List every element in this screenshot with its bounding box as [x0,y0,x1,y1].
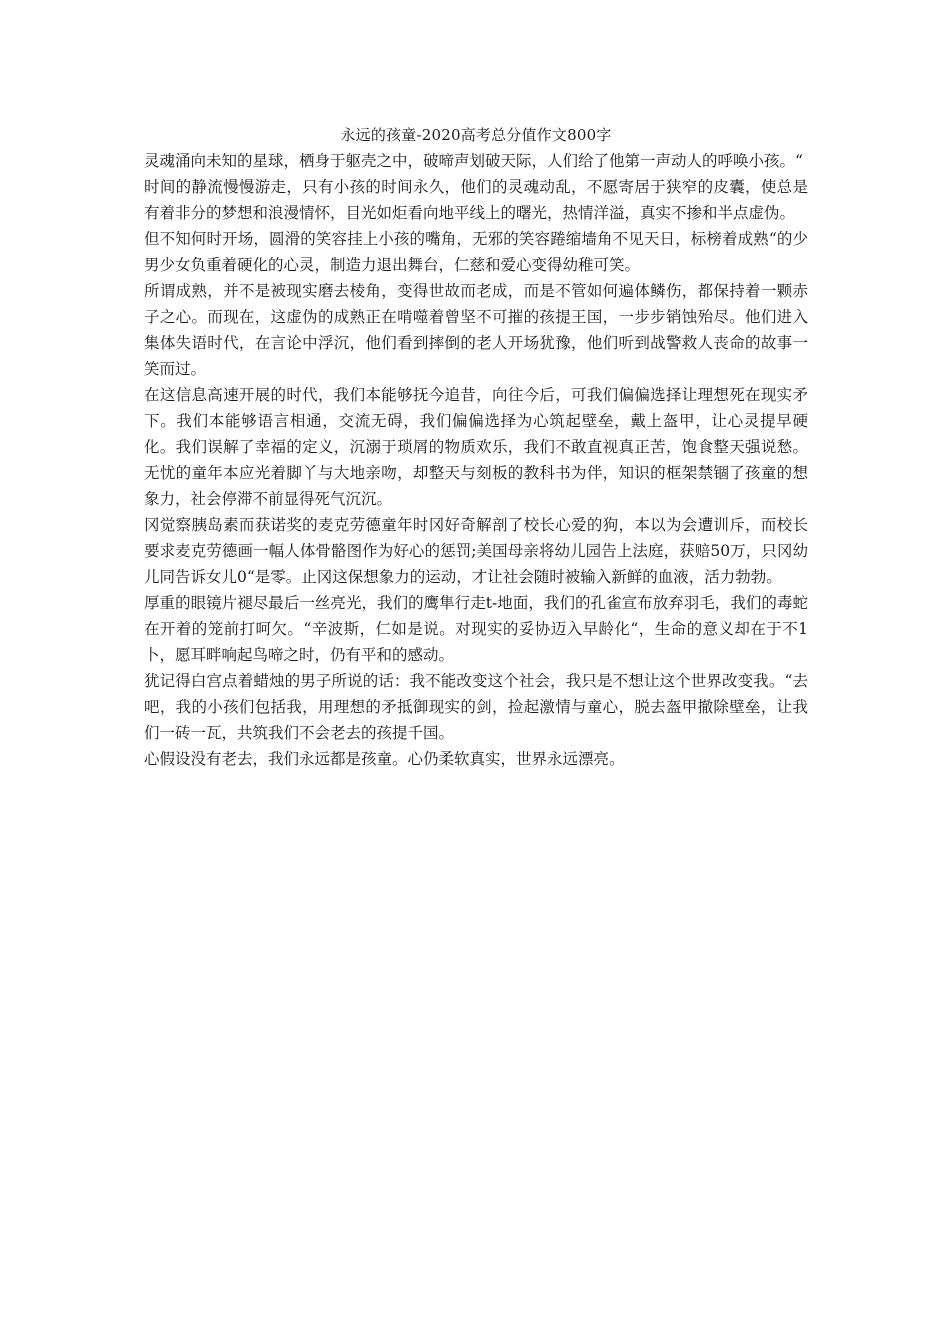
paragraph-4: 所谓成熟，并不是被现实磨去棱角，变得世故而老成，而是不管如何遍体鳞伤，都保持着一颗赤子之心。而现在，这虚伪的成熟正在啃噬着曾坚不可摧的孩提王国，一步步销蚀殆尽。他们进入集体失语时代，在言论中浮沉，他们看到摔倒的老人开场犹豫，他们听到战警救人丧命的故事一笑而过。 [144,282,808,378]
paragraph-6: 冈觉察胰岛素而获诺奖的麦克劳德童年时冈好奇解剖了校长心爱的狗，本以为会遭训斥，而校长要求麦克劳德画一幅人体骨骼图作为好心的惩罚;美国母亲将幼儿园告上法庭，获赔50万，只冈幼儿同告诉女儿0“是零。止冈这保想象力的运动，才让社会随时被输入新鲜的血液，活力勃勃。 [144,516,808,586]
paragraph-7: 厚重的眼镜片褪尽最后一丝亮光，我们的鹰隼行走t-地面，我们的孔雀宣布放弃羽毛，我们的毒蛇在开着的笼前打呵欠。“辛波斯，仁如是说。对现实的妥协迈入早龄化“，生命的意义却在于不1卜，愿耳畔响起鸟啼之时，仍有平和的感动。 [144,594,808,664]
document-page [144,124,808,772]
paragraph-5: 在这信息高速开展的时代，我们本能够抚今追昔，向往今后，可我们偏偏选择让理想死在现实矛下。我们本能够语言相通，交流无碍，我们偏偏选择为心筑起壁垒，戴上盔甲，让心灵提早硬化。我们误解了幸福的定义，沉溺于琐屑的物质欢乐，我们不敢直视真正苦，饱食整天强说愁。无忧的童年本应光着脚丫与大地亲吻，却整天与刻板的教科书为伴，知识的框架禁锢了孩童的想象力，社会停滞不前显得死气沉沉。 [144,386,808,508]
document-title: 永远的孩童-2020高考总分值作文800字 [340,126,612,144]
paragraph-8: 犹记得白宫点着蜡烛的男子所说的话：我不能改变这个社会，我只是不想让这个世界改变我。“去吧，我的小孩们包括我，用理想的矛抵御现实的剑，捡起激情与童心，脱去盔甲撤除壁垒，让我们一砖一瓦，共筑我们不会老去的孩提千国。 [144,672,808,742]
paragraph-1: 灵魂涌向未知的星球，栖身于躯壳之中，破啼声划破天际，人们给了他第一声动人的呼唤小孩。“ [144,152,803,170]
paragraph-2: 时间的静流慢慢游走，只有小孩的时间永久，他们的灵魂动乱，不愿寄居于狭窄的皮囊，使总是有着非分的梦想和浪漫情怀，目光如炬看向地平线上的曙光，热情洋溢，真实不掺和半点虚伪。 [144,178,808,222]
paragraph-3: 但不知何时开场，圆滑的笑容挂上小孩的嘴角，无邪的笑容踡缩墙角不见天日，标榜着成熟“的少男少女负重着硬化的心灵，制造力退出舞台，仁慈和爱心变得幼稚可笑。 [144,230,808,274]
paragraph-9: 心假设没有老去，我们永远都是孩童。心仍柔软真实，世界永远漂亮。 [144,750,625,768]
